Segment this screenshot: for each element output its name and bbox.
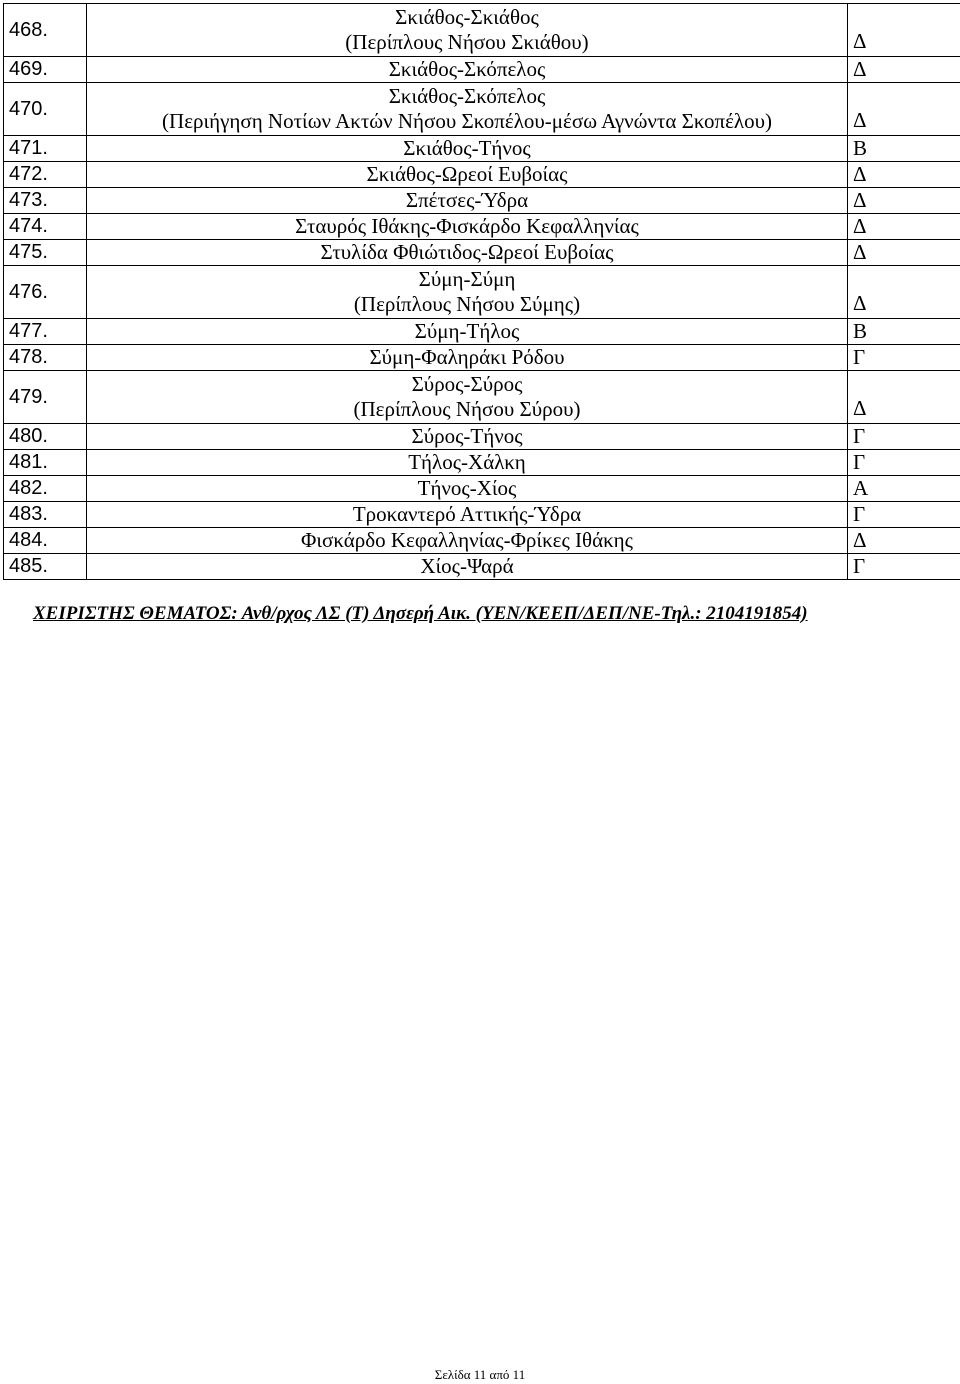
- route-name: Σκιάθος-Σκόπελος: [388, 84, 546, 108]
- table-row: [4, 162, 960, 188]
- route-name: Σκιάθος-Τήνος: [403, 136, 531, 160]
- table-row: [4, 266, 960, 319]
- route-name: Σκιάθος-Ωρεοί Ευβοίας: [366, 162, 568, 186]
- row-number: 468.: [4, 4, 87, 57]
- row-number: 485.: [4, 554, 87, 580]
- row-number: 472.: [4, 162, 87, 188]
- route-description: (Περίπλους Νήσου Σύρου): [353, 397, 581, 421]
- table-row: [4, 214, 960, 240]
- route-description: (Περίπλους Νήσου Σκιάθου): [345, 30, 589, 54]
- route-name: Σύμη-Τήλος: [414, 319, 520, 343]
- route-cell: [87, 266, 848, 319]
- table-row: [4, 424, 960, 450]
- route-name: Τήνος-Χίος: [417, 476, 517, 500]
- route-name: Σύμη-Σύμη: [418, 267, 516, 291]
- table-row: [4, 502, 960, 528]
- table-row: [4, 371, 960, 424]
- table-row: [4, 57, 960, 83]
- route-cell: [87, 162, 848, 188]
- table-row: [4, 240, 960, 266]
- category-cell: Δ: [848, 371, 960, 424]
- route-name: Σταυρός Ιθάκης-Φισκάρδο Κεφαλληνίας: [295, 214, 639, 238]
- category-cell: Γ: [848, 345, 960, 371]
- row-number: 481.: [4, 450, 87, 476]
- row-number: 470.: [4, 83, 87, 136]
- category-cell: Δ: [848, 4, 960, 57]
- route-name: Τήλος-Χάλκη: [408, 450, 526, 474]
- row-number: 469.: [4, 57, 87, 83]
- routes-table: [3, 3, 960, 580]
- route-cell: [87, 528, 848, 554]
- category-cell: Α: [848, 476, 960, 502]
- route-description: (Περίπλους Νήσου Σύμης): [353, 292, 581, 316]
- row-number: 479.: [4, 371, 87, 424]
- route-cell: [87, 371, 848, 424]
- row-number: 483.: [4, 502, 87, 528]
- row-number: 477.: [4, 319, 87, 345]
- route-cell: [87, 83, 848, 136]
- row-number: 476.: [4, 266, 87, 319]
- route-cell: [87, 240, 848, 266]
- table-row: [4, 476, 960, 502]
- category-cell: Δ: [848, 188, 960, 214]
- category-cell: Δ: [848, 528, 960, 554]
- page-footer: Σελίδα 11 από 11: [434, 1367, 526, 1382]
- table-row: [4, 450, 960, 476]
- category-cell: Δ: [848, 240, 960, 266]
- row-number: 478.: [4, 345, 87, 371]
- route-cell: [87, 502, 848, 528]
- route-name: Χίος-Ψαρά: [420, 554, 514, 578]
- category-cell: Γ: [848, 424, 960, 450]
- table-row: [4, 136, 960, 162]
- route-cell: [87, 424, 848, 450]
- table-row: [4, 345, 960, 371]
- category-cell: Γ: [848, 554, 960, 580]
- route-cell: [87, 4, 848, 57]
- row-number: 484.: [4, 528, 87, 554]
- category-cell: Γ: [848, 502, 960, 528]
- route-cell: [87, 345, 848, 371]
- category-cell: Δ: [848, 83, 960, 136]
- table-row: [4, 188, 960, 214]
- category-cell: Γ: [848, 450, 960, 476]
- route-cell: [87, 136, 848, 162]
- route-name: Σύμη-Φαληράκι Ρόδου: [369, 345, 565, 369]
- route-cell: [87, 319, 848, 345]
- row-number: 482.: [4, 476, 87, 502]
- row-number: 474.: [4, 214, 87, 240]
- route-description: (Περιήγηση Νοτίων Ακτών Νήσου Σκοπέλου-μέσω Αγνώντα Σκοπέλου): [162, 109, 772, 133]
- row-number: 473.: [4, 188, 87, 214]
- category-cell: Β: [848, 136, 960, 162]
- route-cell: [87, 57, 848, 83]
- route-name: Σύρος-Σύρος: [411, 372, 523, 396]
- route-name: Σκιάθος-Σκόπελος: [388, 57, 546, 81]
- category-cell: Δ: [848, 266, 960, 319]
- route-name: Σκιάθος-Σκιάθος: [395, 5, 539, 29]
- route-name: Σπέτσες-Ύδρα: [405, 188, 529, 212]
- route-name: Στυλίδα Φθιώτιδος-Ωρεοί Ευβοίας: [320, 240, 614, 264]
- handler-note: ΧΕΙΡΙΣΤΗΣ ΘΕΜΑΤΟΣ: Ανθ/ρχος ΛΣ (Τ) Δησερή Αικ. (ΥΕΝ/ΚΕΕΠ/ΔΕΠ/ΝΕ-Τηλ.: 2104191854): [33, 603, 808, 624]
- table-row: [4, 554, 960, 580]
- route-name: Σύρος-Τήνος: [411, 424, 523, 448]
- table-row: [4, 83, 960, 136]
- route-cell: [87, 554, 848, 580]
- route-cell: [87, 214, 848, 240]
- category-cell: Δ: [848, 57, 960, 83]
- row-number: 475.: [4, 240, 87, 266]
- row-number: 480.: [4, 424, 87, 450]
- route-cell: [87, 450, 848, 476]
- table-row: [4, 319, 960, 345]
- routes-table-body: [4, 4, 960, 580]
- category-cell: Δ: [848, 214, 960, 240]
- route-cell: [87, 476, 848, 502]
- route-name: Φισκάρδο Κεφαλληνίας-Φρίκες Ιθάκης: [301, 528, 633, 552]
- route-name: Τροκαντερό Αττικής-Ύδρα: [352, 502, 582, 526]
- table-row: [4, 528, 960, 554]
- route-cell: [87, 188, 848, 214]
- row-number: 471.: [4, 136, 87, 162]
- table-row: [4, 4, 960, 57]
- category-cell: Β: [848, 319, 960, 345]
- category-cell: Δ: [848, 162, 960, 188]
